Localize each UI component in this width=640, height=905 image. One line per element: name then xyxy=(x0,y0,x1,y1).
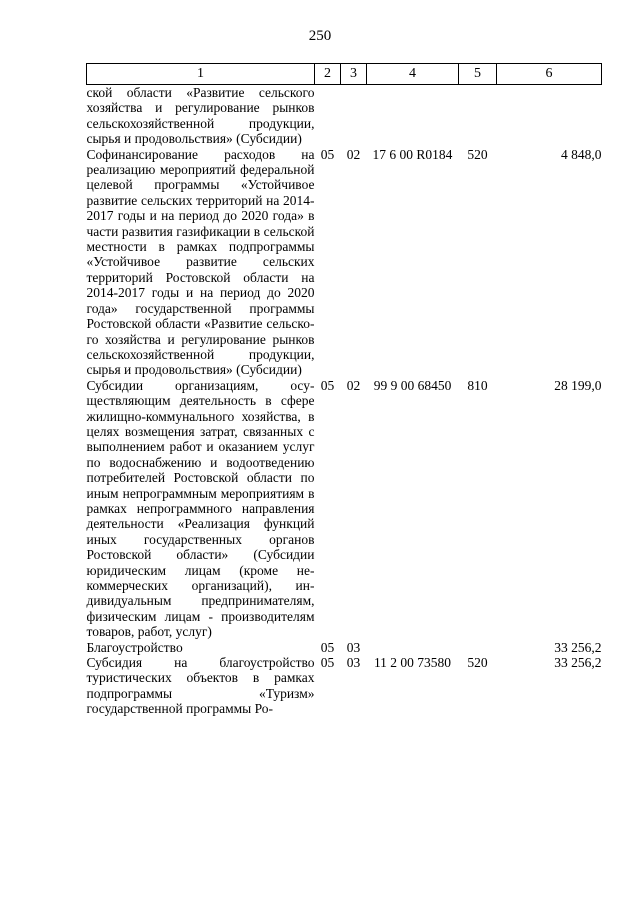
row-subsection xyxy=(341,85,367,147)
row-subsection: 03 xyxy=(346,655,361,671)
row-amount: 33 256,2 xyxy=(554,639,602,655)
table-row xyxy=(87,640,602,655)
column-header-amount: 6 xyxy=(497,64,602,85)
row-name: Благоустройство xyxy=(86,639,183,655)
column-header-target-code: 4 xyxy=(367,64,459,85)
row-target-code: 11 2 00 73580 xyxy=(373,655,452,671)
row-subsection: 02 xyxy=(346,146,361,162)
row-target-code: 17 6 00 R0184 xyxy=(372,146,453,162)
row-name: Субсидия на благоустройство туристических объектов в рамках подпрограммы «Туризм» государственной программы Ро- xyxy=(86,655,315,717)
row-name: Софинансирование расходов на реализацию мероприятий федеральной целевой программы «Устойчивое развитие сельских территорий на 2014-2017 годы и на период до 2020 года» в части развития газификации в сельской местности в рамках подпрограммы «Устойчивое развитие сельских территорий Ростовской области на 2014-2017 годы и на период до 2020 года» государственной программы Ростовской области «Развитие сельского хозяйства и регулирование рынков сельскохозяйственной продукции, сырья и продовольствия» (Субсидии) xyxy=(86,146,315,378)
table-row xyxy=(87,655,602,717)
row-expense-type xyxy=(459,640,497,655)
row-section: 05 xyxy=(320,377,335,393)
column-header-name: 1 xyxy=(87,64,315,85)
row-section xyxy=(315,85,341,147)
row-expense-type: 810 xyxy=(467,377,488,393)
row-expense-type: 520 xyxy=(467,146,488,162)
budget-table xyxy=(86,63,602,717)
column-header-section: 2 xyxy=(315,64,341,85)
row-name: Субсидии организациям, осуществляющим деятельность в сфере жилищно-коммунального хозяйства, в целях возмещения затрат, связанных с выполнением работ и оказанием услуг по водоснабжению и водоотведению потребителей Ростовской области по иным непрограммным мероприятиям в рамках непрограммного направления деятельности «Реализация функций иных государственных органов Ростовской области» (Субсидии юридическим лицам (кроме некоммерческих организаций), индивидуальным предпринимателям, физическим лицам - производителям товаров, работ, услуг) xyxy=(86,377,315,640)
row-amount xyxy=(497,85,602,147)
row-amount: 28 199,0 xyxy=(554,377,602,393)
row-expense-type xyxy=(459,85,497,147)
table-header-row xyxy=(87,64,602,85)
row-name: ской области «Развитие сельского хозяйства и регулирование рынков сельскохозяйственной продукции, сырья и продовольствия» (Субсидии) xyxy=(86,85,315,147)
table-row xyxy=(87,85,602,147)
page-number: 250 xyxy=(308,28,332,44)
table-row xyxy=(87,147,602,378)
row-amount: 4 848,0 xyxy=(561,146,602,162)
table-row xyxy=(87,378,602,640)
row-section: 05 xyxy=(320,146,335,162)
column-header-subsection: 3 xyxy=(341,64,367,85)
row-amount: 33 256,2 xyxy=(554,655,602,671)
row-target-code: 99 9 00 68450 xyxy=(373,377,452,393)
row-target-code xyxy=(367,85,459,147)
row-target-code xyxy=(367,640,459,655)
row-subsection: 02 xyxy=(346,377,361,393)
row-subsection: 03 xyxy=(346,639,361,655)
row-section: 05 xyxy=(320,639,335,655)
row-section: 05 xyxy=(320,655,335,671)
row-expense-type: 520 xyxy=(467,655,488,671)
column-header-expense-type: 5 xyxy=(459,64,497,85)
